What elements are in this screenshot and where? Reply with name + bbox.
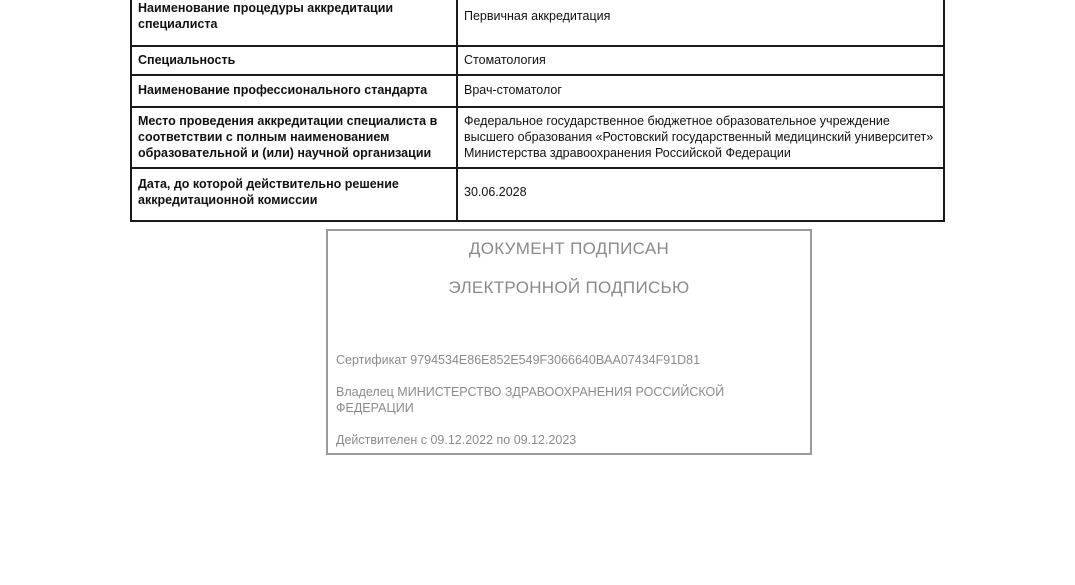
table-row	[131, 168, 944, 221]
procedure-name-value: Первичная аккредитация	[457, 0, 944, 46]
stamp-title-line-1: ДОКУМЕНТ ПОДПИСАН	[468, 239, 670, 258]
procedure-name-label: Наименование процедуры аккредитации специалиста	[131, 0, 457, 46]
accreditation-table	[130, 0, 945, 222]
table-row	[131, 46, 944, 75]
table-row	[131, 107, 944, 168]
specialty-value: Стоматология	[457, 46, 944, 75]
accreditation-place-value: Федеральное государственное бюджетное образовательное учреждение высшего образования «Ростовский государственный медицинский университет» Министерства здравоохранения Российской Федерации	[457, 107, 944, 168]
accreditation-place-label: Место проведения аккредитации специалиста в соответствии с полным наименованием образовательной и (или) научной организации	[131, 107, 457, 168]
certificate-number: Сертификат 9794534E86E852E549F3066640BAA07434F91D81	[336, 353, 701, 367]
table-row	[131, 0, 944, 46]
table-row	[131, 75, 944, 107]
stamp-title-line-2: ЭЛЕКТРОННОЙ ПОДПИСЬЮ	[448, 278, 690, 297]
certificate-owner: Владелец МИНИСТЕРСТВО ЗДРАВООХРАНЕНИЯ РОССИЙСКОЙ ФЕДЕРАЦИИ	[336, 385, 725, 415]
decision-valid-until-label: Дата, до которой действительно решение аккредитационной комиссии	[131, 168, 457, 221]
electronic-signature-stamp	[326, 229, 812, 455]
decision-valid-until-value: 30.06.2028	[457, 168, 944, 221]
professional-standard-value: Врач-стоматолог	[457, 75, 944, 107]
professional-standard-label: Наименование профессионального стандарта	[131, 75, 457, 107]
specialty-label: Специальность	[131, 46, 457, 75]
certificate-validity: Действителен с 09.12.2022 по 09.12.2023	[336, 433, 577, 447]
